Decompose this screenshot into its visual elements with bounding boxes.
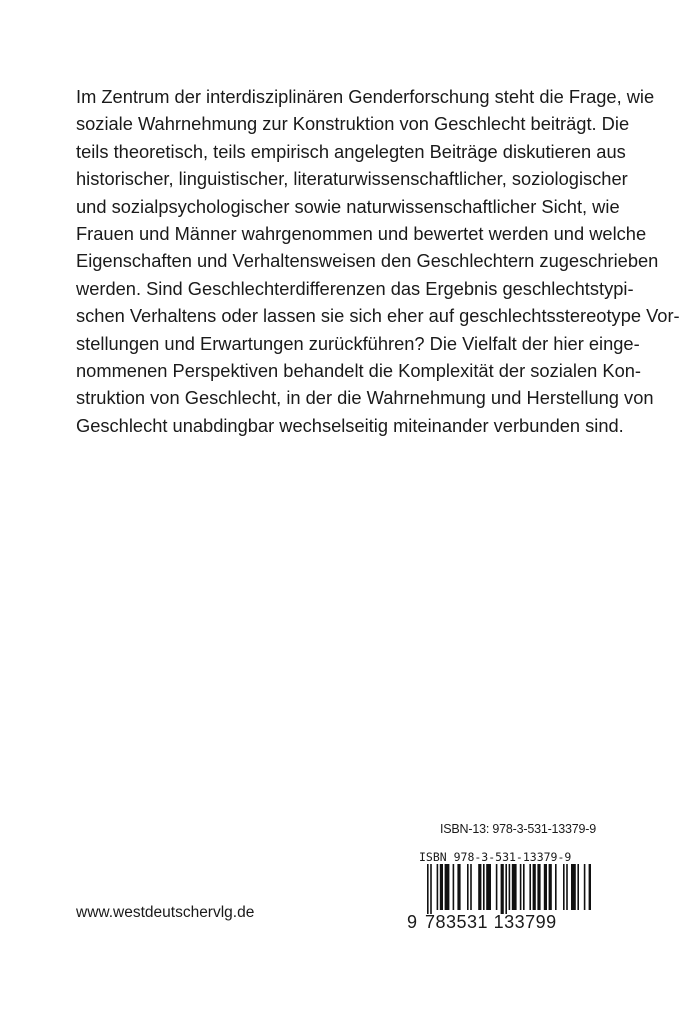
barcode-bar xyxy=(467,864,469,910)
barcode-bar xyxy=(505,864,507,914)
barcode-digit-groups: 783531 133799 xyxy=(425,912,557,932)
barcode-isbn-text: ISBN 978-3-531-13379-9 xyxy=(419,850,572,864)
barcode-bar xyxy=(533,864,536,910)
barcode-bar xyxy=(571,864,576,910)
blurb-line: Eigenschaften und Verhaltensweisen den Geschlechtern zugeschrieben xyxy=(76,250,659,272)
barcode-bar xyxy=(520,864,522,910)
barcode-bar xyxy=(427,864,429,914)
barcode-bar xyxy=(577,864,579,910)
barcode-bar xyxy=(566,864,568,910)
blurb-line: historischer, linguistischer, literaturwissenschaftlicher, soziologischer xyxy=(76,168,628,190)
barcode-bar xyxy=(453,864,455,910)
barcode-bar xyxy=(501,864,504,914)
barcode-bar xyxy=(563,864,565,910)
isbn-13-label: ISBN-13: 978-3-531-13379-9 xyxy=(440,822,597,836)
back-cover-blurb xyxy=(76,83,680,439)
barcode-bar xyxy=(470,864,472,910)
blurb-line: Frauen und Männer wahrgenommen und bewertet werden und welche xyxy=(76,222,647,244)
blurb-line: Im Zentrum der interdisziplinären Genderforschung steht die Frage, wie xyxy=(76,86,655,107)
barcode-bar xyxy=(589,864,591,910)
barcode-first-digit: 9 xyxy=(407,912,418,932)
barcode-bar xyxy=(549,864,552,910)
publisher-url: www.westdeutschervlg.de xyxy=(76,904,255,921)
barcode-bar xyxy=(440,864,443,910)
blurb-line: und sozialpsychologischer sowie naturwissenschaftlicher Sicht, wie xyxy=(76,195,620,217)
barcode-bar xyxy=(537,864,540,910)
blurb-line: nommenen Perspektiven behandelt die Komplexität der sozialen Kon- xyxy=(76,359,642,381)
barcode-bar xyxy=(496,864,498,910)
barcode-bar xyxy=(523,864,525,910)
barcode-bar xyxy=(529,864,531,910)
barcode-bars xyxy=(407,864,591,914)
barcode-bar xyxy=(437,864,439,910)
blurb-line: stellungen und Erwartungen zurückführen? Die Vielfalt der hier einge- xyxy=(76,332,640,354)
blurb-line: schen Verhaltens oder lassen sie sich eher auf geschlechtsstereotype Vor- xyxy=(76,305,680,327)
barcode-digits xyxy=(407,912,591,932)
barcode-bar xyxy=(512,864,517,910)
barcode-bar xyxy=(509,864,511,910)
barcode-bar xyxy=(457,864,460,910)
blurb-line: teils theoretisch, teils empirisch angelegten Beiträge diskutieren aus xyxy=(76,140,626,162)
barcode-bar xyxy=(483,864,485,910)
barcode-bar xyxy=(555,864,557,910)
barcode-bar xyxy=(430,864,432,914)
blurb-line: struktion von Geschlecht, in der die Wahrnehmung und Herstellung von xyxy=(76,387,654,409)
barcode-bar xyxy=(544,864,547,910)
barcode-bar xyxy=(486,864,491,910)
blurb-line: werden. Sind Geschlechterdifferenzen das Ergebnis geschlechtstypi- xyxy=(76,277,634,299)
blurb-line: Geschlecht unabdingbar wechselseitig miteinander verbunden sind. xyxy=(76,414,624,436)
barcode-bar xyxy=(478,864,481,910)
barcode-bar xyxy=(584,864,586,910)
barcode-bar xyxy=(445,864,450,910)
isbn-barcode xyxy=(407,850,591,934)
blurb-line: soziale Wahrnehmung zur Konstruktion von Geschlecht beiträgt. Die xyxy=(76,113,630,135)
